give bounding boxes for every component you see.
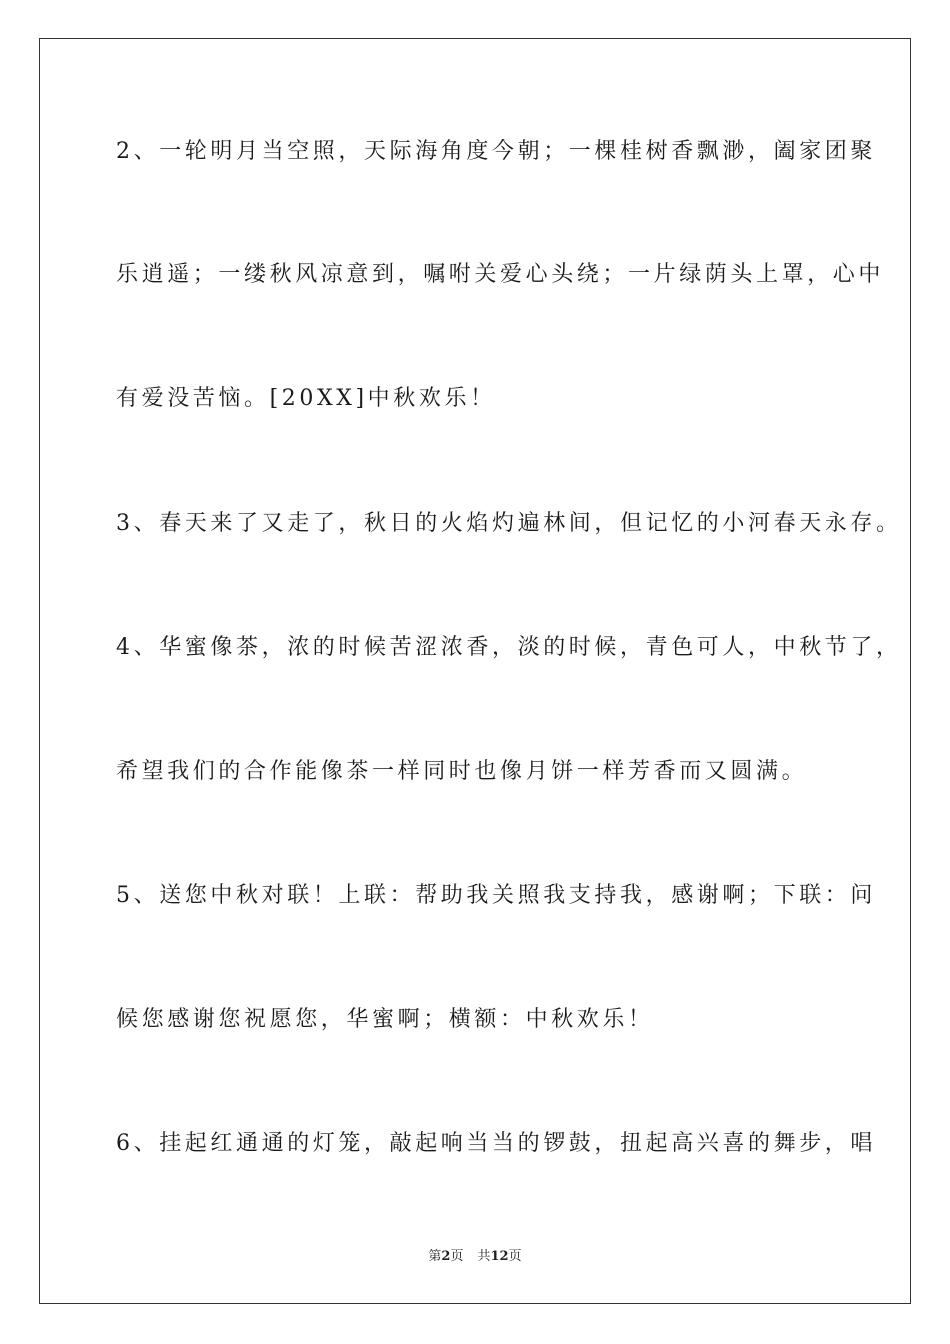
- text-line-1: 2、一轮明月当空照，天际海角度今朝；一棵桂树香飘渺，阖家团聚: [116, 139, 876, 164]
- text-line-4: 3、春天来了又走了，秋日的火焰灼遍林间，但记忆的小河春天永存。: [116, 511, 902, 536]
- page-label-prefix: 第: [428, 1249, 442, 1264]
- text-line-7: 5、送您中秋对联！上联：帮助我关照我支持我，感谢啊；下联：问: [116, 883, 876, 908]
- text-line-5: 4、华蜜像茶，浓的时候苦涩浓香，淡的时候，青色可人，中秋节了，: [116, 635, 902, 660]
- page-label-suffix: 页: [450, 1249, 464, 1264]
- text-line-3: 有爱没苦恼。[20XX]中秋欢乐！: [116, 386, 496, 411]
- text-line-2: 乐逍遥；一缕秋风凉意到，嘱咐关爱心头绕；一片绿荫头上罩，心中: [116, 262, 885, 287]
- text-line-6: 希望我们的合作能像茶一样同时也像月饼一样芳香而又圆满。: [116, 759, 808, 784]
- page-frame: [39, 38, 911, 1304]
- text-line-9: 6、挂起红通通的灯笼，敲起响当当的锣鼓，扭起高兴喜的舞步，唱: [116, 1131, 876, 1156]
- total-label-suffix: 页: [508, 1249, 522, 1264]
- total-pages: 12: [490, 1249, 509, 1264]
- page-number: 2: [441, 1249, 451, 1264]
- text-line-8: 候您感谢您祝愿您，华蜜啊；横额：中秋欢乐！: [116, 1007, 654, 1032]
- total-label-prefix: 共: [477, 1249, 491, 1264]
- page-footer: [0, 1248, 950, 1266]
